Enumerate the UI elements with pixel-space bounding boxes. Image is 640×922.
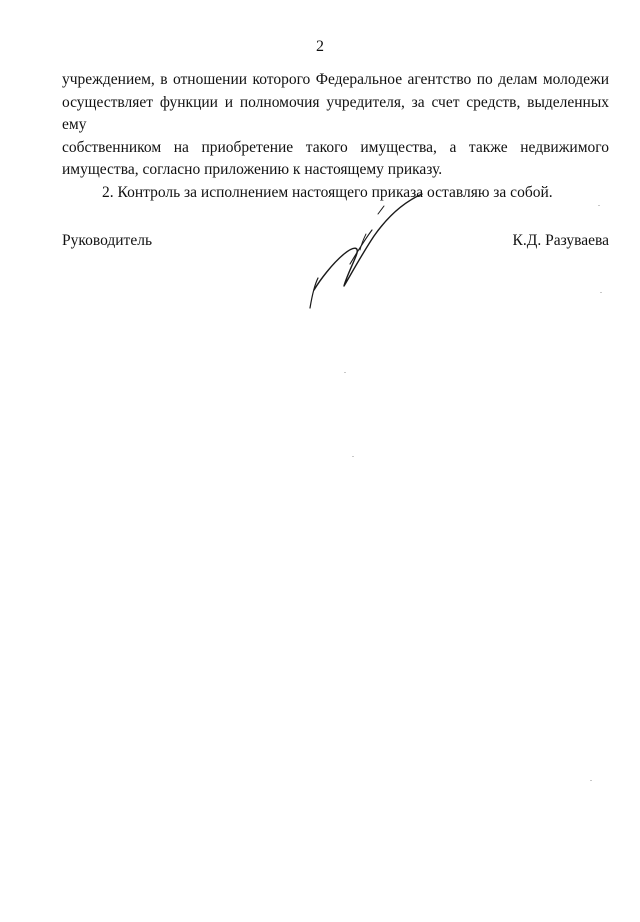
body-text [62,69,609,204]
signer-title: Руководитель [62,232,153,249]
paragraph-line: осуществляет функции и полномочия учредителя, за счет средств, выделенных ему [62,93,609,133]
scan-speck [344,372,346,373]
paragraph-line: учреждением, в отношении которого Федеральное агентство по делам молодежи [62,71,609,88]
paragraph-line: собственником на приобретение такого имущества, а также недвижимого [62,138,609,156]
paragraph-line: имущества, согласно приложению к настоящему приказу. [62,161,443,178]
paragraph-point-2: 2. Контроль за исполнением настоящего приказа оставляю за собой. [102,183,553,201]
handwritten-signature-icon [300,192,440,320]
signer-name: К.Д. Разуваева [512,232,609,249]
scan-speck [598,205,600,206]
page-number: 2 [316,38,324,55]
scan-speck [600,292,602,293]
scan-speck [352,456,354,457]
scan-speck [590,780,592,781]
